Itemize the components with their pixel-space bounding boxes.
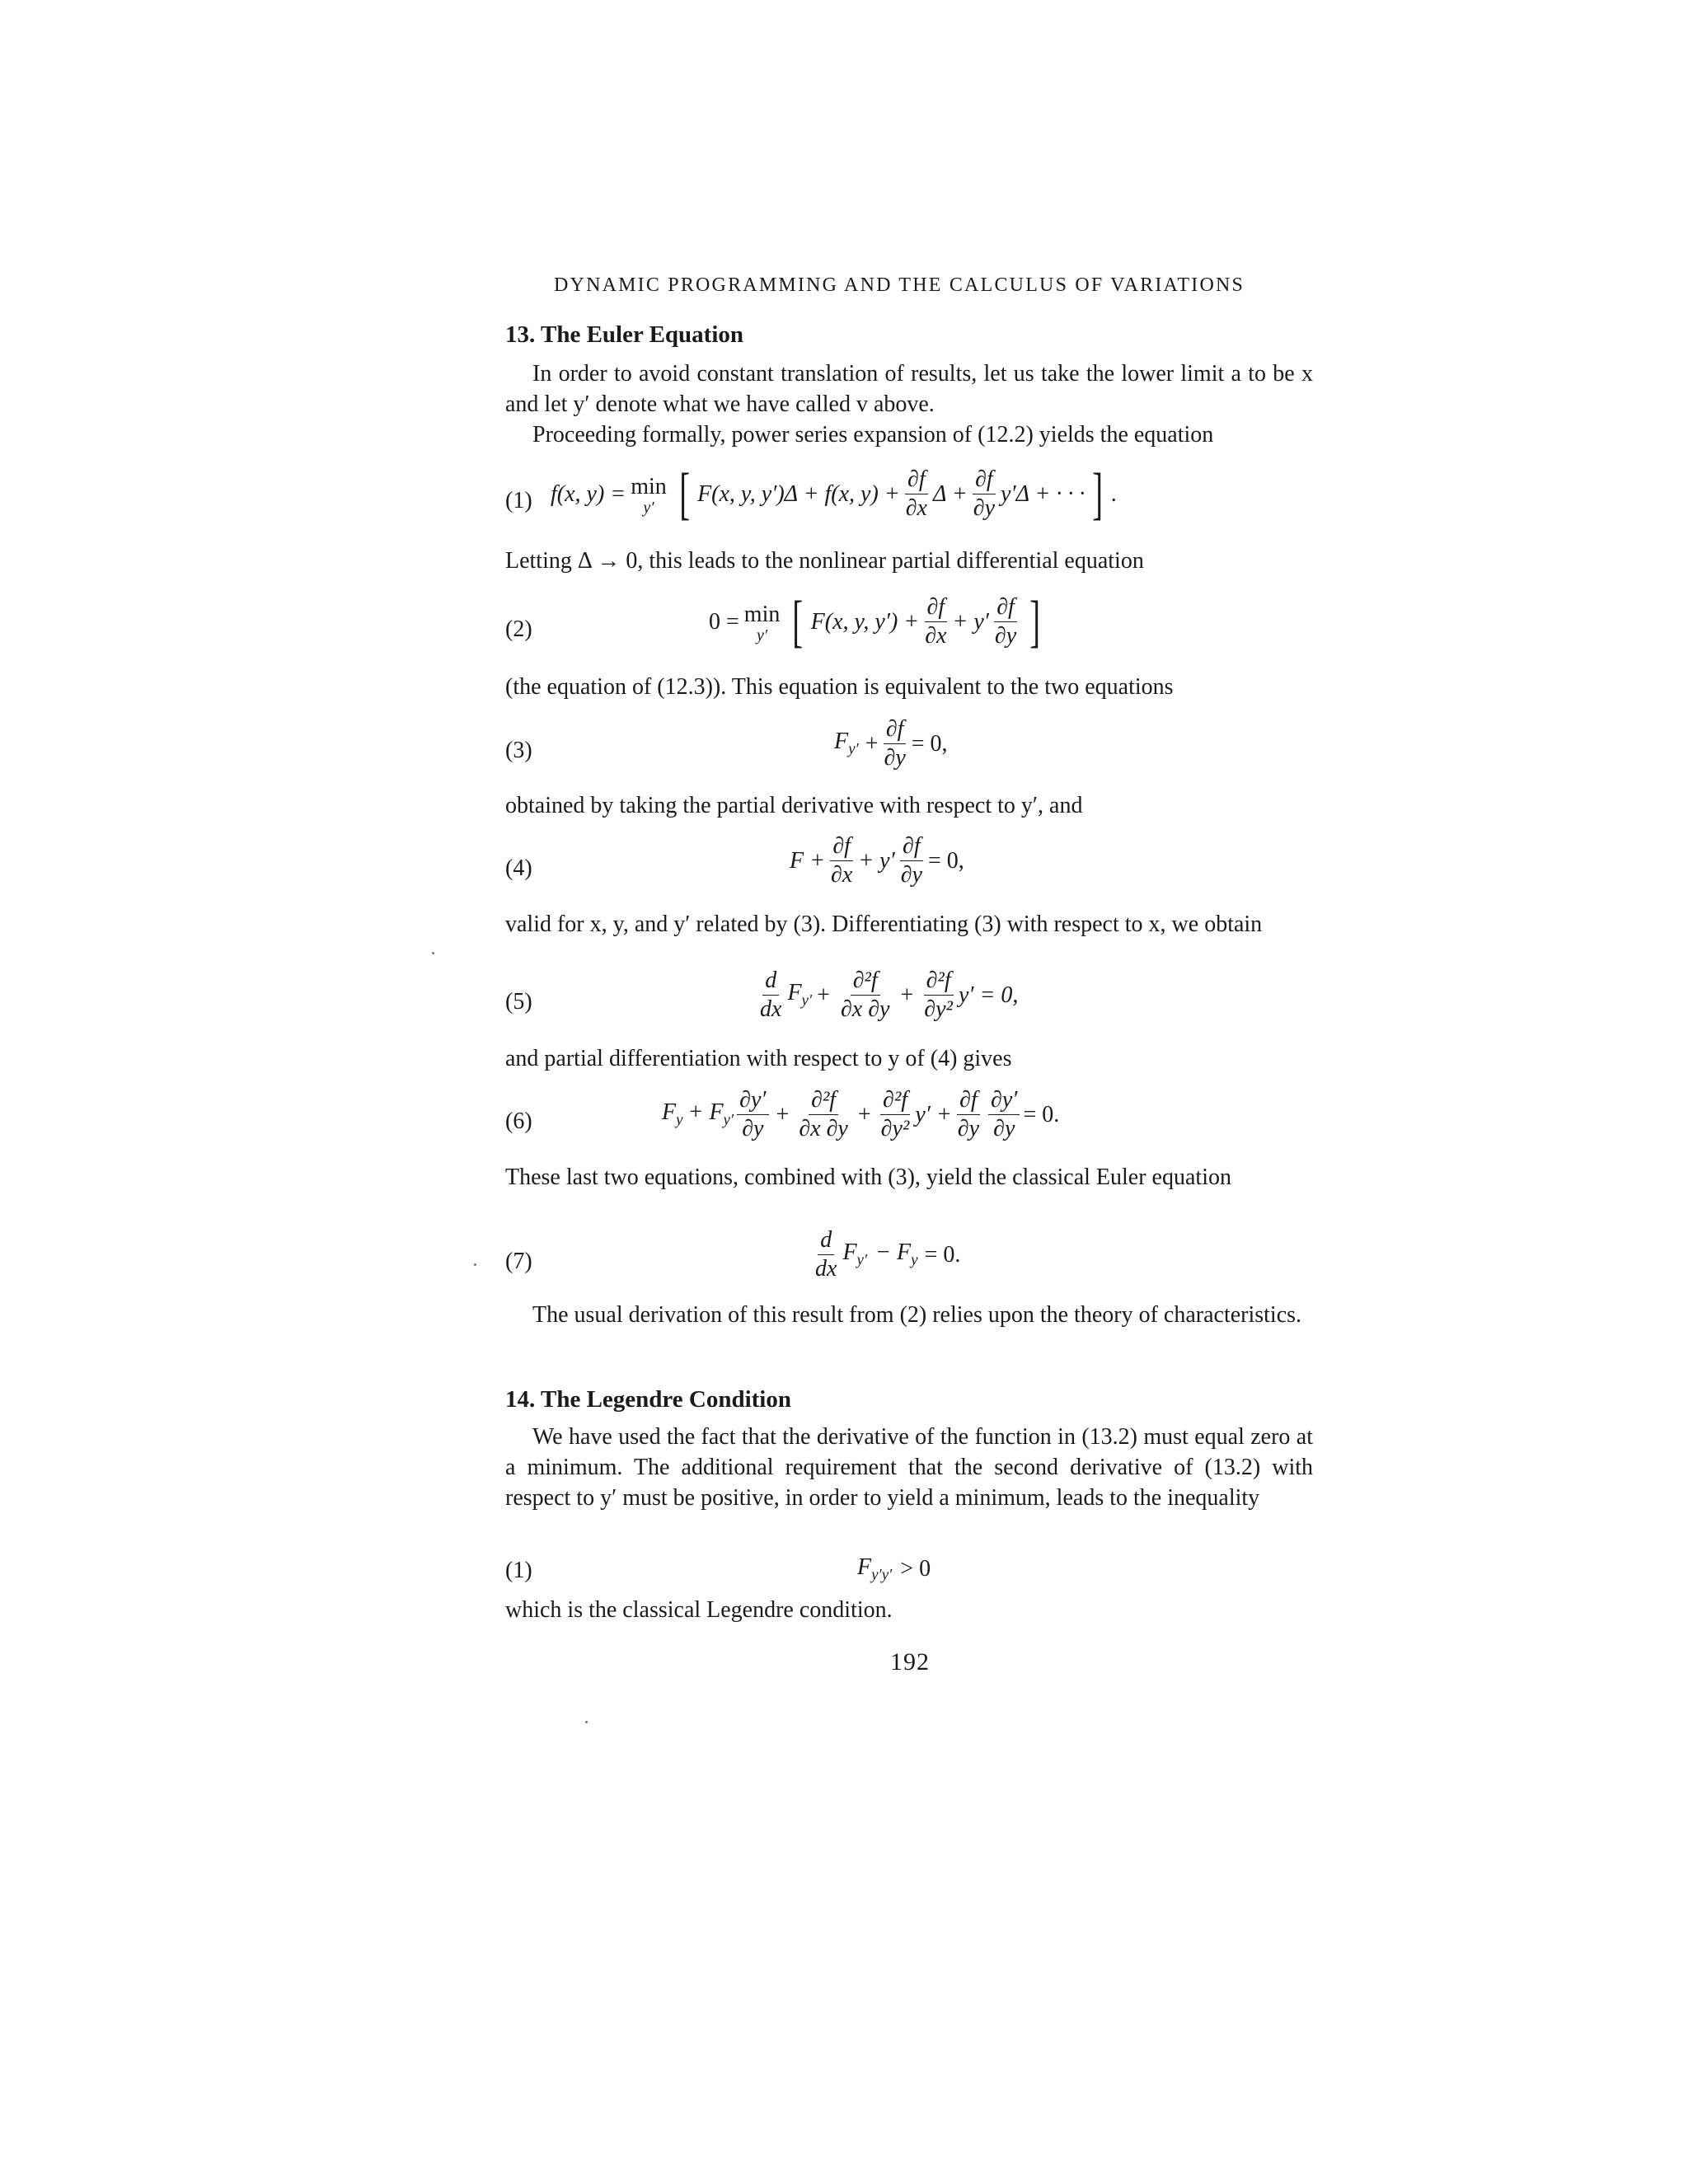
- eq-14-1-number: (1): [505, 1558, 532, 1583]
- eq-13-2-frac-2: $\frac{\partial f}{\partial y}$: [994, 594, 1017, 649]
- left-bracket: [: [792, 589, 804, 654]
- eq-13-6-plus-2: +: [857, 1101, 871, 1127]
- eq-14-1: [857, 1554, 931, 1585]
- eq-13-2-body-b: + y′: [952, 608, 989, 635]
- eq-13-4: [790, 832, 964, 889]
- eq-13-5: [754, 967, 1018, 1024]
- eq-13-6-plus-1: +: [776, 1101, 790, 1127]
- eq-13-4-lhs: F +: [790, 847, 825, 874]
- eq-13-7-number: (7): [505, 1249, 532, 1274]
- eq-13-1-body-b: Δ +: [932, 480, 968, 507]
- eq-13-7-f2: − $F_y$: [875, 1240, 918, 1269]
- eq-13-3-frac: $\frac{\partial f}{\partial y}$: [884, 716, 906, 771]
- eq-13-2: [709, 589, 1048, 654]
- eq-13-1-body-a: F(x, y, y′)Δ + f(x, y) +: [697, 480, 900, 507]
- eq-13-2-min: min y′: [743, 601, 781, 644]
- eq-13-1-min: min y′: [631, 473, 667, 517]
- eq-13-6-rhs: = 0.: [1023, 1101, 1060, 1127]
- eq-13-5-number: (5): [505, 989, 532, 1015]
- section-13-para-1: In order to avoid constant translation of results, let us take the lower limit a to be x and let y′ denote what we have called v above.: [505, 361, 1313, 417]
- right-bracket: ]: [1029, 589, 1041, 654]
- eq-13-5-frac-3: $\frac{\text{∂²f}}{\text{∂y²}}$: [924, 968, 953, 1022]
- eq-14-1-rhs: > 0: [900, 1556, 931, 1582]
- section-13-para-9: The usual derivation of this result from (2) relies upon the theory of characteristics.: [532, 1302, 1302, 1328]
- eq-13-5-plus-2: +: [900, 982, 914, 1008]
- eq-13-6: [662, 1086, 1059, 1143]
- eq-13-5-rhs: y′ = 0,: [958, 982, 1019, 1008]
- eq-13-4-number: (4): [505, 855, 532, 881]
- eq-13-4-rhs: = 0,: [927, 847, 964, 874]
- section-13-para-3: Letting Δ → 0, this leads to the nonlinear partial differential equation: [505, 548, 1144, 574]
- eq-13-6-frac-5: $\frac{\partial y'}{\partial y}$: [988, 1086, 1020, 1143]
- eq-13-1-body-c: y′Δ + · · ·: [1001, 480, 1085, 507]
- section-14-heading: 14. The Legendre Condition: [505, 1386, 791, 1413]
- eq-13-1-frac-1: $\frac{\partial f}{\partial x}$: [905, 466, 927, 521]
- left-bracket: [: [678, 462, 690, 526]
- eq-13-3-plus: +: [865, 730, 879, 757]
- eq-13-1-frac-2: $\frac{\partial f}{\partial y}$: [973, 466, 996, 521]
- eq-13-1: [551, 462, 1117, 526]
- eq-13-5-frac-2: $\frac{\text{∂²f}}{\partial x \partial y}$: [840, 968, 890, 1022]
- scan-speck: [585, 1721, 588, 1723]
- right-bracket: ]: [1092, 462, 1104, 526]
- eq-13-7-f1: $F_{y'}$: [842, 1240, 868, 1269]
- eq-13-6-frac-4: $\frac{\partial f}{\partial y}$: [957, 1087, 980, 1141]
- eq-13-1-end: .: [1110, 480, 1117, 507]
- eq-13-3-lhs: $F_{y'}$: [834, 729, 859, 758]
- eq-13-6-a: $F_y$: [662, 1099, 683, 1129]
- section-14-para-2: which is the classical Legendre condition.: [505, 1597, 893, 1623]
- section-13-para-6: valid for x, y, and y′ related by (3). Differentiating (3) with respect to x, we obtain: [505, 912, 1263, 937]
- eq-13-4-frac-2: $\frac{\partial f}{\partial y}$: [900, 833, 922, 888]
- eq-13-2-body-a: F(x, y, y′) +: [810, 608, 920, 635]
- eq-13-6-frac-3: $\frac{\text{∂²f}}{\text{∂y²}}$: [880, 1087, 910, 1141]
- eq-13-3: [834, 715, 948, 772]
- eq-13-2-frac-1: $\frac{\partial f}{\partial x}$: [925, 594, 947, 649]
- eq-13-7-frac: $\frac{d}{dx}$: [815, 1227, 837, 1282]
- section-14-para-1: We have used the fact that the derivative of the function in (13.2) must equal zero at a minimum. The additional requirement that the second derivative of (13.2) with respect to y′ must be positive, in order to yield a minimum, leads to the inequality: [505, 1424, 1313, 1511]
- eq-13-7: [809, 1226, 960, 1283]
- eq-13-1-lhs: f(x, y) =: [551, 480, 626, 507]
- section-13-para-8: These last two equations, combined with (3), yield the classical Euler equation: [505, 1165, 1231, 1190]
- eq-13-6-p3: y′ +: [915, 1101, 952, 1127]
- section-13-para-2: Proceeding formally, power series expansion of (12.2) yields the equation: [532, 422, 1214, 448]
- scan-speck: [474, 1263, 476, 1266]
- section-13-para-7: and partial differentiation with respect to y of (4) gives: [505, 1046, 1012, 1071]
- eq-13-6-number: (6): [505, 1108, 532, 1134]
- eq-13-7-rhs: = 0.: [924, 1241, 961, 1268]
- scan-speck: [432, 952, 434, 954]
- eq-13-3-rhs: = 0,: [911, 730, 948, 757]
- section-13-para-4: (the equation of (12.3)). This equation is equivalent to the two equations: [505, 674, 1174, 700]
- eq-13-3-number: (3): [505, 738, 532, 763]
- eq-13-5-f: $F_{y'}$: [787, 980, 813, 1010]
- eq-14-1-lhs: $F_{y'y'}$: [857, 1554, 893, 1584]
- eq-13-2-lhs: 0 =: [709, 608, 739, 635]
- eq-13-6-frac-1: $\frac{\partial y'}{\partial y}$: [737, 1086, 768, 1143]
- page-number: 192: [890, 1648, 930, 1675]
- section-13-heading: 13. The Euler Equation: [505, 321, 744, 348]
- eq-13-4-frac-1: $\frac{\partial f}{\partial x}$: [831, 833, 853, 888]
- eq-13-5-plus-1: +: [817, 982, 830, 1008]
- eq-13-1-number: (1): [505, 488, 532, 513]
- section-13-para-5: obtained by taking the partial derivative with respect to y′, and: [505, 793, 1083, 818]
- eq-13-6-frac-2: $\frac{\text{∂²f}}{\partial x \partial y}$: [799, 1087, 848, 1141]
- eq-13-6-b: + $F_{y'}$: [687, 1099, 734, 1129]
- eq-13-5-frac-1: $\frac{d}{dx}$: [760, 968, 782, 1022]
- eq-13-4-body-b: + y′: [858, 847, 895, 874]
- running-head: DYNAMIC PROGRAMMING AND THE CALCULUS OF VARIATIONS: [554, 274, 1245, 296]
- eq-13-2-number: (2): [505, 616, 532, 642]
